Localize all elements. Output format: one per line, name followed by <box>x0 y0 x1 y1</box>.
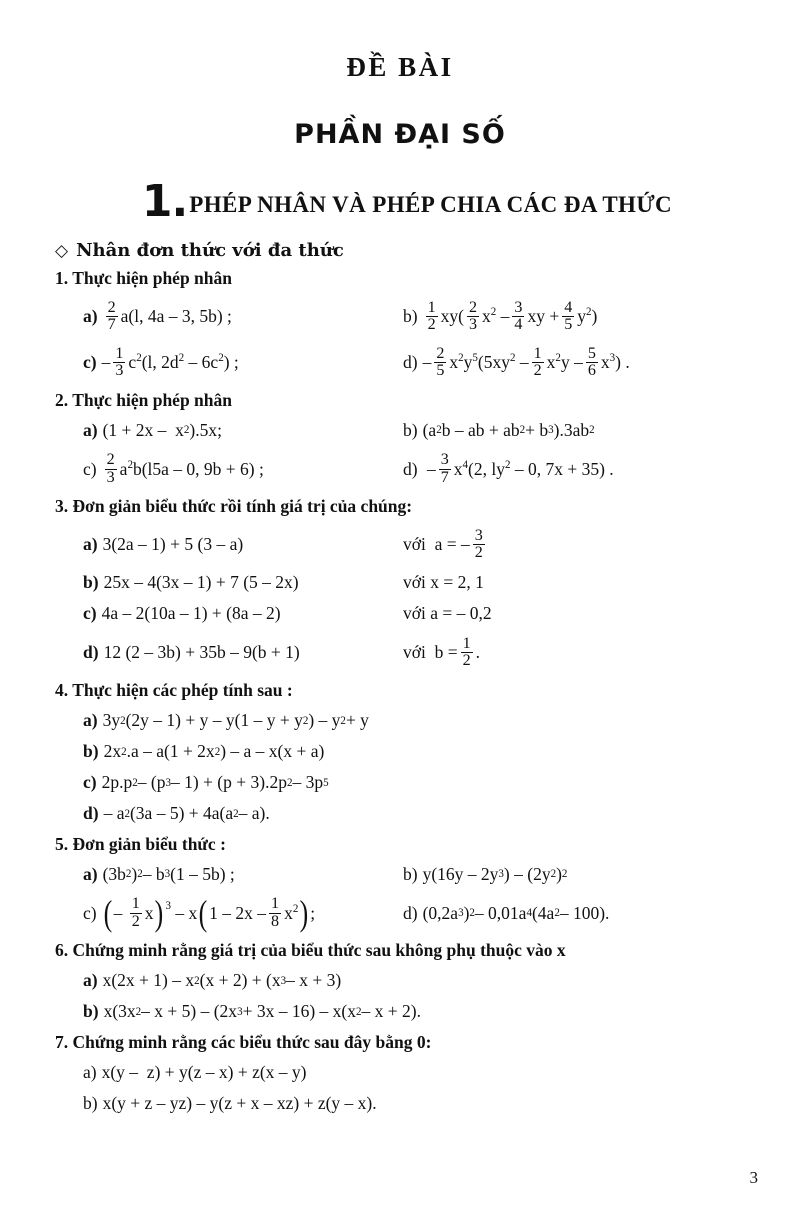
exercise-5-a-expression: (3b 2 ) 2 – b 3 (1 – 5b) ; <box>102 863 235 884</box>
chapter-heading <box>0 150 800 227</box>
exercise-4-row-c <box>55 770 770 796</box>
exercise-2-row-cd <box>55 449 770 489</box>
exercise-1-item-c <box>83 346 403 380</box>
exercise-7-row-a <box>55 1059 770 1085</box>
exercise-7-b-expression: x(y + z – yz) – y(z + x – xz) + z(y – x). <box>102 1092 377 1113</box>
exercise-5-row-cd <box>55 893 770 933</box>
item-label-b: b) <box>403 419 418 440</box>
exercise-2-item-a <box>83 420 403 441</box>
exercise-1-item-d <box>403 346 770 380</box>
item-label-a: a) <box>83 306 98 327</box>
exercise-3-row-b <box>55 570 770 596</box>
item-label-d: d) <box>83 803 99 823</box>
exercise-1-b-expression: $\frac{1}{2}$ xy( $\frac{2}{3}$ $x^2$ – $\frac{3}{4}$ xy + $\frac{4}{5}$ $y^2$) <box>427 298 598 334</box>
item-label-c: c) <box>83 458 97 479</box>
item-label-c: c) <box>83 603 97 624</box>
exercise-3-c-expression: 4a – 2(10a – 1) + (8a – 2) <box>101 603 281 624</box>
item-label-b: b) <box>83 1001 99 1022</box>
exercise-7 <box>0 1031 800 1117</box>
exercise-7-number: 7. <box>55 1031 69 1052</box>
exercise-2-item-d <box>403 452 770 486</box>
exercise-5-row-ab <box>55 861 770 887</box>
exercise-3-item-a <box>83 534 403 555</box>
exercise-7-text: Chứng minh rằng các biểu thức sau đây bằng 0: <box>72 1031 432 1052</box>
exercise-2 <box>0 389 800 490</box>
exercise-3-c-condition: với a = – 0,2 <box>403 603 492 624</box>
exercise-5-text: Đơn giản biểu thức : <box>72 833 226 854</box>
exercise-2-prompt <box>55 389 770 413</box>
exercise-5-number: 5. <box>55 833 69 854</box>
exercise-5-item-c <box>83 893 403 934</box>
item-label-c: c) <box>83 352 97 373</box>
exercise-1-item-a <box>83 300 403 334</box>
exercise-6-item-b <box>83 1001 421 1022</box>
subsection-heading <box>0 218 800 261</box>
exercise-1-item-b <box>403 300 770 334</box>
exercise-5-d-expression: (0,2a 3 ) 2 – 0,01a 4 (4a 2 – 100). <box>422 902 610 923</box>
subsection-heading-text: Nhân đơn thức với đa thức <box>76 240 344 261</box>
exercise-5 <box>0 833 800 934</box>
exercise-4-c-expression: 2p.p 2 – (p 3 – 1) + (p + 3).2p 2 – 3p 5 <box>101 772 329 792</box>
exercise-3-row-c <box>55 601 770 627</box>
exercise-5-prompt <box>55 833 770 857</box>
item-label-a: a) <box>83 419 98 440</box>
exercise-2-c-expression: $\frac{2}{3}$ $a^2b(l5a - 0$, 9b + 6) ; <box>106 451 264 486</box>
exercise-3-a-expression: 3(2a – 1) + 5 (3 – a) <box>102 534 244 555</box>
exercise-3-prompt <box>55 495 770 519</box>
exercise-3-a-condition: với a = – $\frac{3}{2}$ <box>403 526 483 562</box>
exercise-2-text: Thực hiện phép nhân <box>72 389 232 410</box>
exercise-2-item-b <box>403 420 770 441</box>
condition-word: với <box>403 642 426 663</box>
item-label-d: d) <box>403 458 418 479</box>
exercise-6-item-a <box>83 970 341 991</box>
exercise-2-item-c <box>83 452 403 486</box>
exercise-1-text: Thực hiện phép nhân <box>72 268 232 288</box>
exercise-6-row-b <box>55 999 770 1025</box>
chapter-title: PHÉP NHÂN VÀ PHÉP CHIA CÁC ĐA THỨC <box>189 192 673 217</box>
exercise-1 <box>0 267 800 383</box>
exercise-1-row-ab <box>55 297 770 337</box>
exercise-3-b-condition: với x = 2, 1 <box>403 572 484 593</box>
exercise-5-c-expression: ( – $\frac{1}{2}$ x ) 3 – x ( 1 – 2x – $\frac{1}{8}$ $x^2$ ) ; <box>103 893 316 934</box>
exercise-5-item-d <box>403 903 770 924</box>
page-title: ĐỀ BÀI <box>346 52 454 82</box>
exercise-4-prompt <box>55 679 770 703</box>
exercise-2-a-expression: (1 + 2x – x 2 ).5x; <box>102 419 222 440</box>
exercise-1-number: 1. <box>55 268 69 288</box>
exercise-1-c-expression: – $\frac{1}{3}$ $c^2(l$, $2d^2 - 6c^2$) ; <box>101 344 239 380</box>
item-label-d: d) <box>403 902 418 923</box>
item-label-a: a) <box>83 534 98 555</box>
exercise-2-number: 2. <box>55 389 69 410</box>
item-label-d: d) <box>83 642 99 663</box>
exercise-1-row-cd <box>55 343 770 383</box>
item-label-a: a) <box>83 970 98 991</box>
exercise-4-item-c <box>83 772 329 793</box>
exercise-6-number: 6. <box>55 940 69 961</box>
exercise-3-d-expression: 12 (2 – 3b) + 35b – 9(b + 1) <box>103 642 300 663</box>
exercise-4-item-a <box>83 710 369 731</box>
exercise-5-b-expression: y(16y – 2y 3 ) – (2y 2 ) 2 <box>422 863 568 884</box>
item-label-d: d) <box>403 352 418 373</box>
item-label-c: c) <box>83 902 97 923</box>
exercise-4-b-expression: 2x 2 .a – a(1 + 2x 2 ) – a – x(x + a) <box>103 741 325 761</box>
exercise-4 <box>0 679 800 827</box>
exercise-6-prompt <box>55 939 770 963</box>
exercise-4-number: 4. <box>55 679 69 700</box>
exercise-3-item-d <box>83 642 403 663</box>
condition-word: với <box>403 572 426 593</box>
exercise-4-a-expression: 3y 2 (2y – 1) + y – y(1 – y + y 2 ) – y 2 + y <box>102 710 369 730</box>
exercise-1-prompt <box>55 267 770 291</box>
exercise-3-number: 3. <box>55 496 69 517</box>
item-label-b: b) <box>83 741 99 761</box>
exercise-6-text: Chứng minh rằng giá trị của biểu thức sau không phụ thuộc vào x <box>72 940 566 961</box>
exercise-4-item-b <box>83 741 324 762</box>
exercise-1-a-expression: $\frac{2}{7}$ a(l, 4a – 3, 5b) ; <box>107 298 232 334</box>
chapter-number: 1. <box>141 176 188 227</box>
item-label-b: b) <box>403 306 418 327</box>
condition-word: với <box>403 534 426 555</box>
item-label-b: b) <box>83 572 99 593</box>
item-label-b: b) <box>403 863 418 884</box>
item-label-c: c) <box>83 772 97 792</box>
exercise-2-d-expression: – $\frac{3}{7}$ $x^4(2$, $ly^2 - 0$, 7x + 35) . <box>422 451 614 486</box>
exercise-5-item-b <box>403 864 770 885</box>
exercise-3-row-a <box>55 525 770 565</box>
exercise-2-b-expression: (a 2 b – ab + ab 2 + b 3 ).3ab 2 <box>422 419 595 440</box>
exercise-3-b-expression: 25x – 4(3x – 1) + 7 (5 – 2x) <box>103 572 299 593</box>
item-label-b: b) <box>83 1092 98 1113</box>
exercise-4-row-a <box>55 708 770 734</box>
exercise-3-text: Đơn giản biểu thức rồi tính giá trị của chúng: <box>72 496 413 517</box>
exercise-7-a-expression: x(y – z) + y(z – x) + z(x – y) <box>101 1061 307 1082</box>
exercise-7-row-b <box>55 1090 770 1116</box>
exercise-5-item-a <box>83 864 403 885</box>
exercise-7-item-a <box>83 1062 307 1083</box>
exercise-7-item-b <box>83 1093 377 1114</box>
item-label-a: a) <box>83 1061 97 1082</box>
exercise-2-row-ab <box>55 417 770 443</box>
exercise-3-row-d <box>55 633 770 673</box>
diamond-icon: ◇ <box>55 241 69 261</box>
exercise-4-row-d <box>55 801 770 827</box>
exercise-4-d-expression: – a 2 (3a – 5) + 4a(a 2 – a). <box>103 803 270 823</box>
exercise-4-text: Thực hiện các phép tính sau : <box>72 679 293 700</box>
exercise-7-prompt <box>55 1031 770 1055</box>
item-label-a: a) <box>83 863 98 884</box>
condition-word: với <box>403 603 426 624</box>
exercise-3-item-b <box>83 572 403 593</box>
exercise-6 <box>0 939 800 1025</box>
exercise-4-row-b <box>55 739 770 765</box>
exercise-3 <box>0 495 800 673</box>
exercise-6-a-expression: x(2x + 1) – x 2 (x + 2) + (x 3 – x + 3) <box>102 970 342 991</box>
section-title-algebra: PHẦN ĐẠI SỐ <box>294 119 506 150</box>
exercise-6-row-a <box>55 968 770 994</box>
exercise-3-item-c <box>83 603 403 624</box>
exercise-3-d-condition: với b = $\frac{1}{2}$ . <box>403 634 481 670</box>
item-label-a: a) <box>83 710 98 730</box>
page-number: 3 <box>749 1168 758 1187</box>
exercise-6-b-expression: x(3x 2 – x + 5) – (2x 3 + 3x – 16) – x(x 2 – x + 2). <box>103 1001 421 1022</box>
exercise-4-item-d <box>83 803 270 824</box>
exercise-1-d-expression: – $\frac{2}{5}$ $x^2y^5(5xy^2$ – $\frac{1}{2}$ $x^2y$ – $\frac{5}{6}$ $x^3$) . <box>422 344 630 380</box>
